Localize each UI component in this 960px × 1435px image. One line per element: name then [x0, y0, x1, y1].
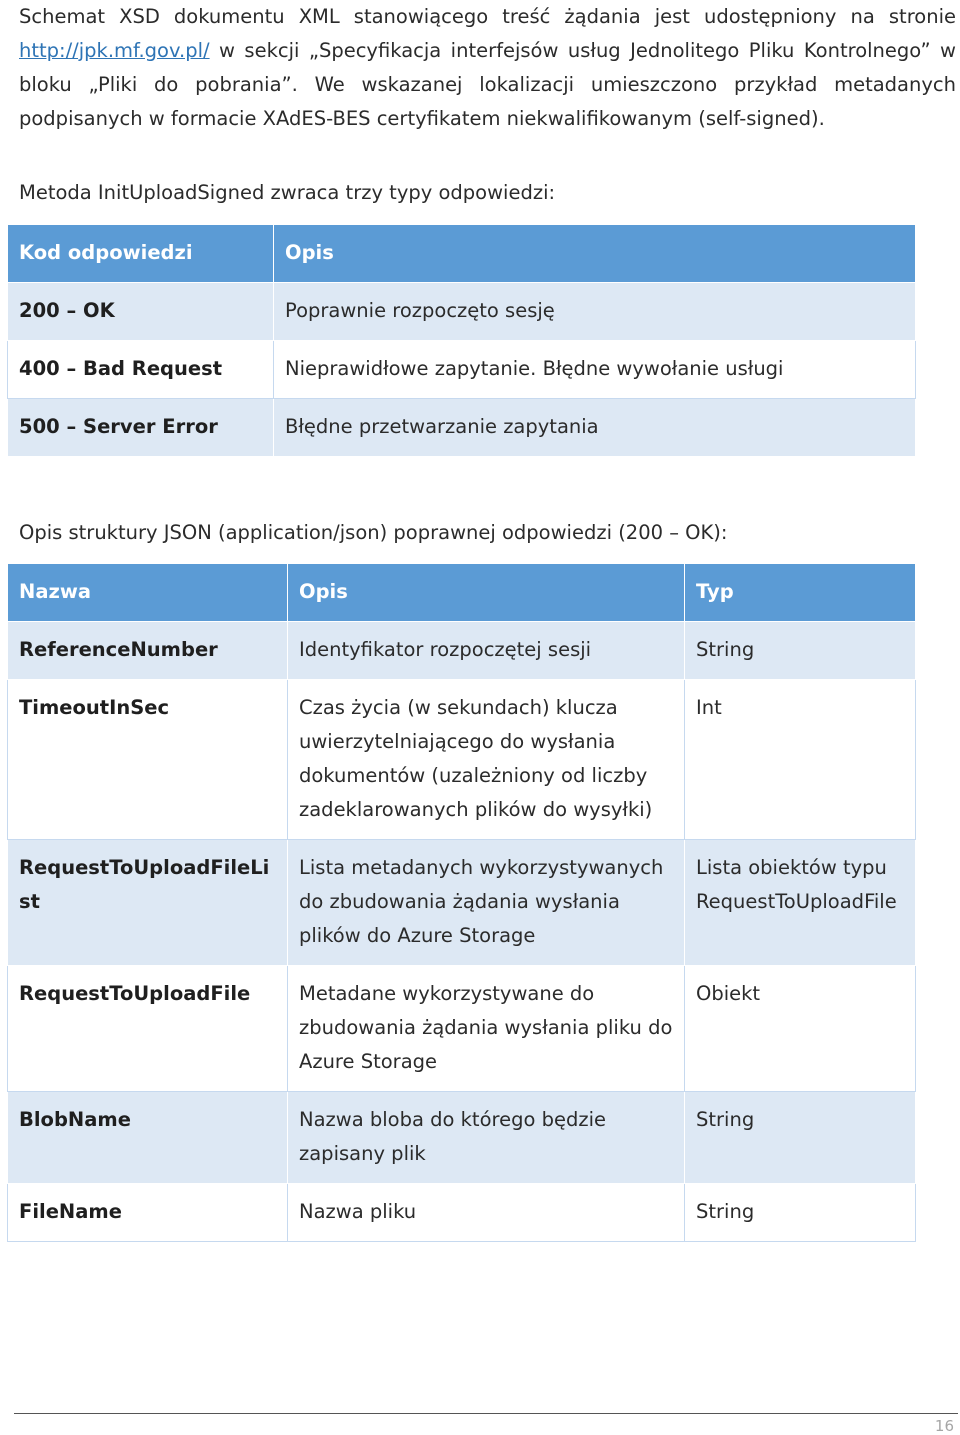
field-type: String: [685, 1092, 916, 1184]
field-name: RequestToUploadFileList: [8, 840, 288, 966]
field-name: BlobName: [8, 1092, 288, 1184]
header-cell: Opis: [288, 564, 685, 622]
response-description: Błędne przetwarzanie zapytania: [274, 399, 916, 457]
field-description: Metadane wykorzystywane do zbudowania żądania wysłania pliku do Azure Storage: [288, 966, 685, 1092]
field-name: FileName: [8, 1184, 288, 1242]
response-code: 500 – Server Error: [8, 399, 274, 457]
table-header-row: [8, 225, 916, 283]
json-structure-table: [7, 563, 916, 1242]
field-description: Lista metadanych wykorzystywanych do zbudowania żądania wysłania plików do Azure Storage: [288, 840, 685, 966]
field-name: RequestToUploadFile: [8, 966, 288, 1092]
table-row: [8, 283, 916, 341]
header-cell: Nazwa: [8, 564, 288, 622]
page-number: 16: [934, 1417, 954, 1435]
field-type: Lista obiektów typu RequestToUploadFile: [685, 840, 916, 966]
table-row: [8, 1092, 916, 1184]
field-description: Czas życia (w sekundach) klucza uwierzytelniającego do wysłania dokumentów (uzależniony od liczby zadeklarowanych plików do wysyłki): [288, 680, 685, 840]
field-name: TimeoutInSec: [8, 680, 288, 840]
response-description: Nieprawidłowe zapytanie. Błędne wywołanie usługi: [274, 341, 916, 399]
response-code: 200 – OK: [8, 283, 274, 341]
table-header-row: [8, 564, 916, 622]
response-codes-table: [7, 224, 916, 457]
table-row: [8, 840, 916, 966]
footer-divider: [14, 1413, 958, 1414]
field-description: Nazwa bloba do którego będzie zapisany plik: [288, 1092, 685, 1184]
responses-lead: Metoda InitUploadSigned zwraca trzy typy odpowiedzi:: [19, 181, 556, 204]
structure-lead: Opis struktury JSON (application/json) poprawnej odpowiedzi (200 – OK):: [19, 521, 728, 544]
field-description: Identyfikator rozpoczętej sesji: [288, 622, 685, 680]
table-row: [8, 1184, 916, 1242]
table-row: [8, 680, 916, 840]
table-row: [8, 966, 916, 1092]
header-cell: Typ: [685, 564, 916, 622]
intro-text-1: Schemat XSD dokumentu XML stanowiącego treść żądania jest udostępniony na stronie: [19, 5, 956, 28]
field-type: Int: [685, 680, 916, 840]
field-name: ReferenceNumber: [8, 622, 288, 680]
jpk-link[interactable]: http://jpk.mf.gov.pl/: [19, 39, 210, 62]
header-cell: Kod odpowiedzi: [8, 225, 274, 283]
table-row: [8, 399, 916, 457]
response-code: 400 – Bad Request: [8, 341, 274, 399]
table-row: [8, 622, 916, 680]
response-description: Poprawnie rozpoczęto sesję: [274, 283, 916, 341]
intro-paragraph: [19, 0, 956, 136]
field-type: String: [685, 1184, 916, 1242]
table-row: [8, 341, 916, 399]
field-type: String: [685, 622, 916, 680]
intro-text-2: w sekcji „Specyfikacja interfejsów usług Jednolitego Pliku Kontrolnego” w bloku „Pliki do pobrania”. We wskazanej lokalizacji umieszczono przykład metadanych podpisanych w formacie XAdES-BES certyfikatem niekwalifikowanym (self-signed).: [19, 39, 956, 130]
field-description: Nazwa pliku: [288, 1184, 685, 1242]
field-type: Obiekt: [685, 966, 916, 1092]
header-cell: Opis: [274, 225, 916, 283]
